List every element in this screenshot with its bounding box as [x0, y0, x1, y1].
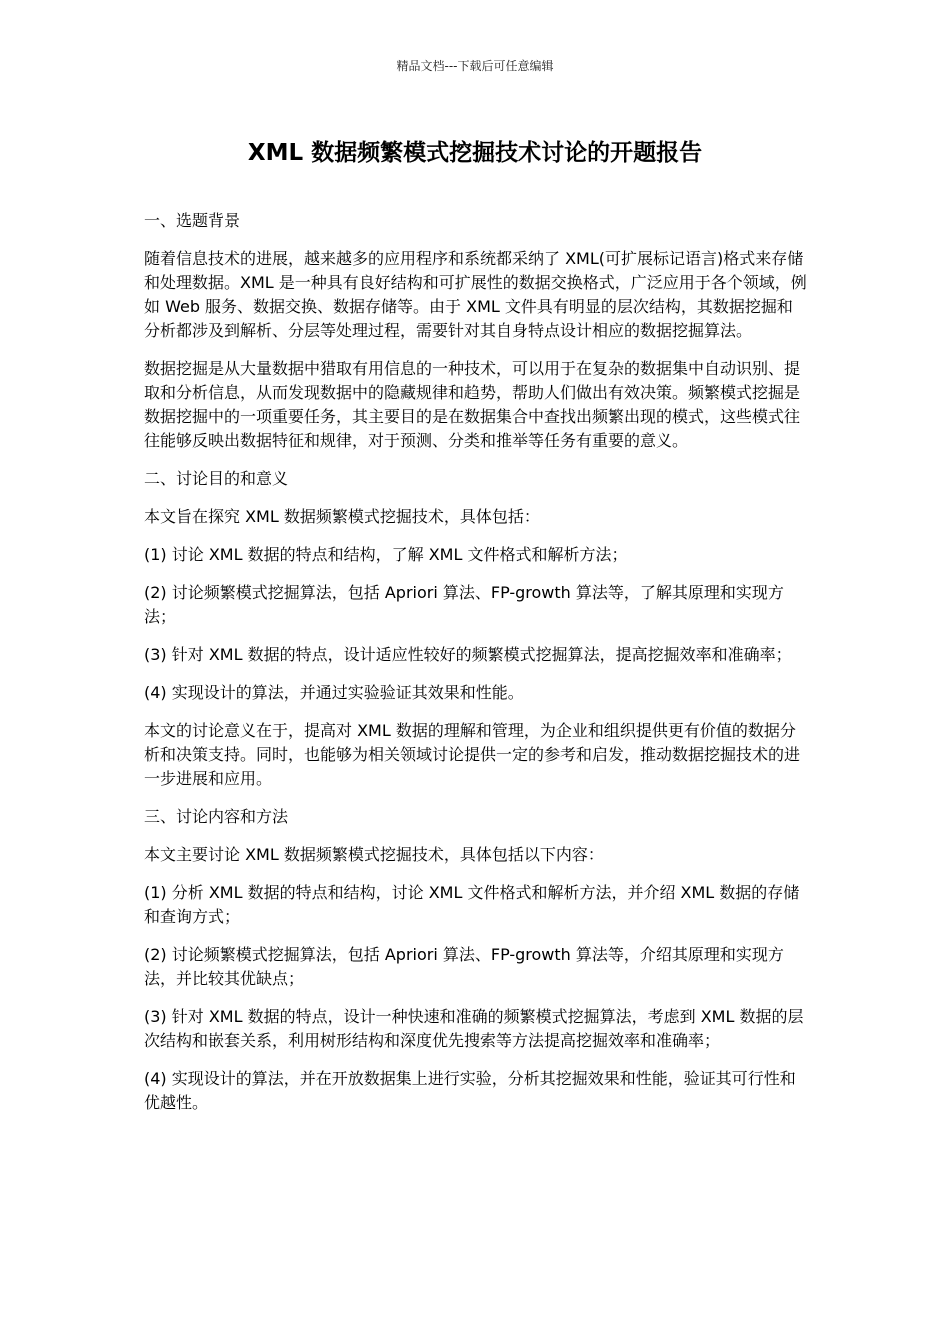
list-item-purpose-4: (4) 实现设计的算法，并通过实验验证其效果和性能。	[144, 683, 524, 702]
document-body	[144, 209, 808, 1129]
section-heading-background: 一、选题背景	[144, 211, 241, 230]
list-item-methods-1: (1) 分析 XML 数据的特点和结构，讨论 XML 文件格式和解析方法，并介绍 XML 数据的存储和查询方式；	[144, 883, 800, 926]
paragraph-methods-intro: 本文主要讨论 XML 数据频繁模式挖掘技术，具体包括以下内容：	[144, 845, 604, 864]
section-heading-purpose: 二、讨论目的和意义	[144, 469, 289, 488]
document-title: XML 数据频繁模式挖掘技术讨论的开题报告	[247, 140, 703, 166]
paragraph-purpose-intro: 本文旨在探究 XML 数据频繁模式挖掘技术，具体包括：	[144, 507, 540, 526]
paragraph-purpose-significance: 本文的讨论意义在于，提高对 XML 数据的理解和管理，为企业和组织提供更有价值的数据分析和决策支持。同时，也能够为相关领域讨论提供一定的参考和启发，推动数据挖掘技术的进一步进展和应用。	[144, 721, 801, 788]
list-item-purpose-2: (2) 讨论频繁模式挖掘算法，包括 Apriori 算法、FP-growth 算法等，了解其原理和实现方法；	[144, 583, 784, 626]
section-heading-methods: 三、讨论内容和方法	[144, 807, 289, 826]
list-item-methods-3: (3) 针对 XML 数据的特点，设计一种快速和准确的频繁模式挖掘算法，考虑到 XML 数据的层次结构和嵌套关系，利用树形结构和深度优先搜索等方法提高挖掘效率和准确率；	[144, 1007, 804, 1050]
paragraph-background-1: 随着信息技术的进展，越来越多的应用程序和系统都采纳了 XML(可扩展标记语言)格式来存储和处理数据。XML 是一种具有良好结构和可扩展性的数据交换格式，广泛应用于各个领域，例如 Web 服务、数据交换、数据存储等。由于 XML 文件具有明显的层次结构，其数据挖掘和分析都涉及到解析、分层等处理过程，需要针对其自身特点设计相应的数据挖掘算法。	[144, 249, 807, 340]
header-note: 精品文档---下载后可任意编辑	[396, 59, 554, 73]
list-item-methods-4: (4) 实现设计的算法，并在开放数据集上进行实验，分析其挖掘效果和性能，验证其可行性和优越性。	[144, 1069, 796, 1112]
list-item-purpose-3: (3) 针对 XML 数据的特点，设计适应性较好的频繁模式挖掘算法，提高挖掘效率和准确率；	[144, 645, 792, 664]
list-item-methods-2: (2) 讨论频繁模式挖掘算法，包括 Apriori 算法、FP-growth 算法等，介绍其原理和实现方法，并比较其优缺点；	[144, 945, 784, 988]
list-item-purpose-1: (1) 讨论 XML 数据的特点和结构，了解 XML 文件格式和解析方法；	[144, 545, 628, 564]
paragraph-background-2: 数据挖掘是从大量数据中猎取有用信息的一种技术，可以用于在复杂的数据集中自动识别、提取和分析信息，从而发现数据中的隐藏规律和趋势，帮助人们做出有效决策。频繁模式挖掘是数据挖掘中的一项重要任务，其主要目的是在数据集合中查找出频繁出现的模式，这些模式往往能够反映出数据特征和规律，对于预测、分类和推举等任务有重要的意义。	[144, 359, 801, 450]
